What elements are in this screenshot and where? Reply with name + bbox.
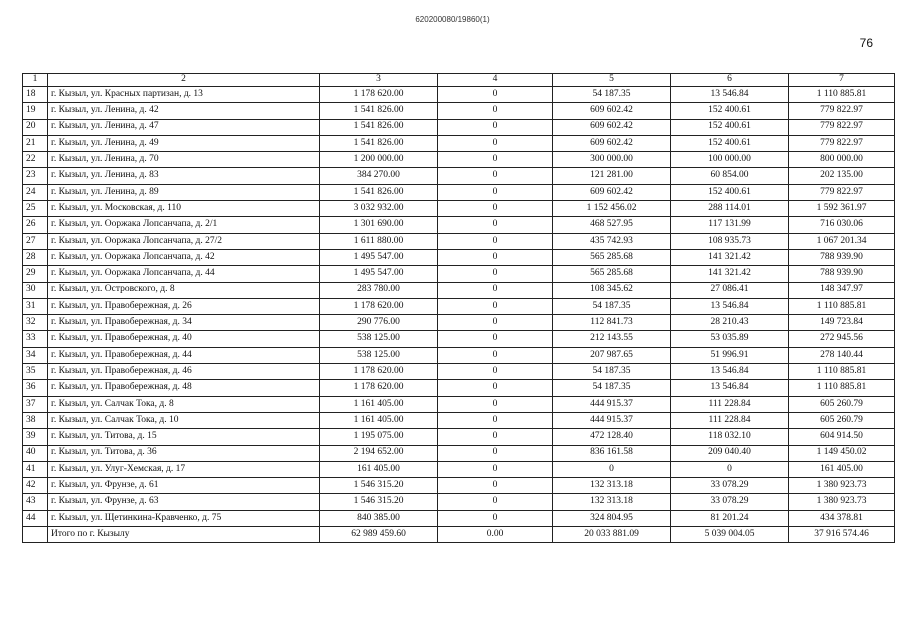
amount-cell: 609 602.42	[553, 184, 671, 200]
amount-cell: 604 914.50	[789, 429, 895, 445]
total-row	[23, 527, 895, 543]
amount-cell: 141 321.42	[671, 266, 789, 282]
total-amount-cell: 62 989 459.60	[320, 527, 438, 543]
row-number-cell: 32	[23, 315, 48, 331]
amount-cell: 3 032 932.00	[320, 201, 438, 217]
table-row	[23, 494, 895, 510]
row-number-cell: 23	[23, 168, 48, 184]
address-cell: г. Кызыл, ул. Титова, д. 36	[48, 445, 320, 461]
amount-cell: 100 000.00	[671, 152, 789, 168]
amount-cell: 54 187.35	[553, 380, 671, 396]
address-cell: г. Кызыл, ул. Правобережная, д. 34	[48, 315, 320, 331]
amount-cell: 0	[438, 461, 553, 477]
amount-cell: 1 161 405.00	[320, 412, 438, 428]
table-row	[23, 184, 895, 200]
address-cell: г. Кызыл, ул. Улуг-Хемская, д. 17	[48, 461, 320, 477]
amount-cell: 13 546.84	[671, 364, 789, 380]
table-row	[23, 135, 895, 151]
amount-cell: 0	[438, 233, 553, 249]
total-amount-cell: 37 916 574.46	[789, 527, 895, 543]
amount-cell: 149 723.84	[789, 315, 895, 331]
address-cell: г. Кызыл, ул. Ооржака Лопсанчапа, д. 42	[48, 249, 320, 265]
amount-cell: 0	[438, 429, 553, 445]
amount-cell: 81 201.24	[671, 510, 789, 526]
amount-cell: 1 178 620.00	[320, 298, 438, 314]
address-cell: г. Кызыл, ул. Салчак Тока, д. 8	[48, 396, 320, 412]
amount-cell: 288 114.01	[671, 201, 789, 217]
table-row	[23, 396, 895, 412]
address-cell: г. Кызыл, ул. Щетинкина-Кравченко, д. 75	[48, 510, 320, 526]
address-cell: г. Кызыл, ул. Ленина, д. 42	[48, 103, 320, 119]
amount-cell: 13 546.84	[671, 380, 789, 396]
amount-cell: 152 400.61	[671, 103, 789, 119]
table-row	[23, 282, 895, 298]
amount-cell: 1 110 885.81	[789, 380, 895, 396]
column-header: 5	[553, 74, 671, 87]
amount-cell: 0	[553, 461, 671, 477]
amount-cell: 1 195 075.00	[320, 429, 438, 445]
amount-cell: 0	[438, 168, 553, 184]
column-header: 2	[48, 74, 320, 87]
row-number-cell: 29	[23, 266, 48, 282]
amount-cell: 384 270.00	[320, 168, 438, 184]
amount-cell: 28 210.43	[671, 315, 789, 331]
row-number-cell: 22	[23, 152, 48, 168]
address-cell: г. Кызыл, ул. Правобережная, д. 48	[48, 380, 320, 396]
table-row	[23, 364, 895, 380]
amount-cell: 0	[438, 298, 553, 314]
amount-cell: 1 546 315.20	[320, 494, 438, 510]
amount-cell: 0	[438, 135, 553, 151]
table-row	[23, 298, 895, 314]
amount-cell: 716 030.06	[789, 217, 895, 233]
amount-cell: 290 776.00	[320, 315, 438, 331]
amount-cell: 54 187.35	[553, 87, 671, 103]
document-header-code: 620200080/19860(1)	[415, 15, 490, 24]
amount-cell: 779 822.97	[789, 119, 895, 135]
address-cell: г. Кызыл, ул. Правобережная, д. 44	[48, 347, 320, 363]
amount-cell: 283 780.00	[320, 282, 438, 298]
table-row	[23, 87, 895, 103]
amount-cell: 434 378.81	[789, 510, 895, 526]
amount-cell: 1 541 826.00	[320, 184, 438, 200]
amount-cell: 468 527.95	[553, 217, 671, 233]
amount-cell: 108 345.62	[553, 282, 671, 298]
address-cell: г. Кызыл, ул. Ленина, д. 70	[48, 152, 320, 168]
amount-cell: 0	[438, 152, 553, 168]
amount-cell: 1 495 547.00	[320, 249, 438, 265]
amount-cell: 209 040.40	[671, 445, 789, 461]
amount-cell: 538 125.00	[320, 347, 438, 363]
amount-cell: 0	[438, 184, 553, 200]
amount-cell: 53 035.89	[671, 331, 789, 347]
table-row	[23, 315, 895, 331]
table-row	[23, 201, 895, 217]
amount-cell: 1 178 620.00	[320, 87, 438, 103]
amount-cell: 1 380 923.73	[789, 494, 895, 510]
column-header: 6	[671, 74, 789, 87]
total-amount-cell: 20 033 881.09	[553, 527, 671, 543]
column-header: 3	[320, 74, 438, 87]
amount-cell: 112 841.73	[553, 315, 671, 331]
amount-cell: 1 541 826.00	[320, 119, 438, 135]
row-number-cell: 31	[23, 298, 48, 314]
amount-cell: 0	[438, 494, 553, 510]
amount-cell: 60 854.00	[671, 168, 789, 184]
amount-cell: 148 347.97	[789, 282, 895, 298]
row-number-cell: 42	[23, 478, 48, 494]
row-number-cell: 37	[23, 396, 48, 412]
table-row	[23, 347, 895, 363]
table-row	[23, 445, 895, 461]
amount-cell: 1 380 923.73	[789, 478, 895, 494]
row-number-cell: 19	[23, 103, 48, 119]
amount-cell: 538 125.00	[320, 331, 438, 347]
amount-cell: 161 405.00	[789, 461, 895, 477]
amount-cell: 1 161 405.00	[320, 396, 438, 412]
amount-cell: 0	[438, 396, 553, 412]
amount-cell: 1 541 826.00	[320, 135, 438, 151]
amount-cell: 0	[438, 331, 553, 347]
row-number-cell: 35	[23, 364, 48, 380]
table-row	[23, 266, 895, 282]
row-number-cell: 30	[23, 282, 48, 298]
amount-cell: 152 400.61	[671, 119, 789, 135]
amount-cell: 0	[438, 347, 553, 363]
amount-cell: 118 032.10	[671, 429, 789, 445]
table-row	[23, 217, 895, 233]
total-label: Итого по г. Кызылу	[48, 527, 320, 543]
row-number-cell: 44	[23, 510, 48, 526]
address-cell: г. Кызыл, ул. Ленина, д. 47	[48, 119, 320, 135]
amount-cell: 840 385.00	[320, 510, 438, 526]
amount-cell: 0	[438, 445, 553, 461]
amount-cell: 1 178 620.00	[320, 380, 438, 396]
address-cell: г. Кызыл, ул. Красных партизан, д. 13	[48, 87, 320, 103]
amount-cell: 0	[438, 510, 553, 526]
amount-cell: 121 281.00	[553, 168, 671, 184]
table-row	[23, 119, 895, 135]
table-row	[23, 103, 895, 119]
amount-cell: 836 161.58	[553, 445, 671, 461]
amount-cell: 435 742.93	[553, 233, 671, 249]
row-number-cell: 28	[23, 249, 48, 265]
amount-cell: 0	[438, 478, 553, 494]
amount-cell: 0	[438, 364, 553, 380]
address-cell: г. Кызыл, ул. Ооржака Лопсанчапа, д. 27/2	[48, 233, 320, 249]
amount-cell: 609 602.42	[553, 135, 671, 151]
table-row	[23, 461, 895, 477]
amount-cell: 161 405.00	[320, 461, 438, 477]
amount-cell: 444 915.37	[553, 396, 671, 412]
address-cell: г. Кызыл, ул. Ленина, д. 83	[48, 168, 320, 184]
amount-cell: 472 128.40	[553, 429, 671, 445]
amount-cell: 1 178 620.00	[320, 364, 438, 380]
table-row	[23, 152, 895, 168]
row-number-cell: 38	[23, 412, 48, 428]
column-header: 1	[23, 74, 48, 87]
row-number-cell: 33	[23, 331, 48, 347]
address-cell: г. Кызыл, ул. Московская, д. 110	[48, 201, 320, 217]
amount-cell: 0	[438, 103, 553, 119]
table-row	[23, 233, 895, 249]
amount-cell: 2 194 652.00	[320, 445, 438, 461]
amount-cell: 1 067 201.34	[789, 233, 895, 249]
row-number-cell: 41	[23, 461, 48, 477]
total-amount-cell: 5 039 004.05	[671, 527, 789, 543]
amount-cell: 1 546 315.20	[320, 478, 438, 494]
row-number-cell: 20	[23, 119, 48, 135]
amount-cell: 0	[438, 282, 553, 298]
amount-cell: 565 285.68	[553, 249, 671, 265]
address-cell: г. Кызыл, ул. Островского, д. 8	[48, 282, 320, 298]
row-number-cell: 25	[23, 201, 48, 217]
amount-cell: 1 110 885.81	[789, 364, 895, 380]
row-number-cell: 24	[23, 184, 48, 200]
table-row	[23, 249, 895, 265]
amount-cell: 1 611 880.00	[320, 233, 438, 249]
amount-cell: 0	[438, 87, 553, 103]
column-header: 4	[438, 74, 553, 87]
amount-cell: 33 078.29	[671, 494, 789, 510]
row-number-cell: 39	[23, 429, 48, 445]
amount-cell: 152 400.61	[671, 135, 789, 151]
amount-cell: 0	[438, 412, 553, 428]
address-cell: г. Кызыл, ул. Правобережная, д. 40	[48, 331, 320, 347]
table-row	[23, 478, 895, 494]
amount-cell: 0	[438, 217, 553, 233]
table-row	[23, 412, 895, 428]
address-cell: г. Кызыл, ул. Фрунзе, д. 63	[48, 494, 320, 510]
amount-cell: 272 945.56	[789, 331, 895, 347]
amount-cell: 132 313.18	[553, 478, 671, 494]
amount-cell: 132 313.18	[553, 494, 671, 510]
address-cell: г. Кызыл, ул. Ооржака Лопсанчапа, д. 44	[48, 266, 320, 282]
table-body	[23, 74, 895, 543]
table-header-row	[23, 74, 895, 87]
amount-cell: 0	[671, 461, 789, 477]
amount-cell: 1 541 826.00	[320, 103, 438, 119]
amount-cell: 324 804.95	[553, 510, 671, 526]
amount-cell: 788 939.90	[789, 249, 895, 265]
address-cell: г. Кызыл, ул. Титова, д. 15	[48, 429, 320, 445]
row-number-cell: 34	[23, 347, 48, 363]
row-number-cell: 40	[23, 445, 48, 461]
amount-cell: 212 143.55	[553, 331, 671, 347]
table-row	[23, 331, 895, 347]
amount-cell: 605 260.79	[789, 396, 895, 412]
amount-cell: 300 000.00	[553, 152, 671, 168]
amount-cell: 207 987.65	[553, 347, 671, 363]
data-table	[22, 73, 895, 543]
row-number-cell: 18	[23, 87, 48, 103]
amount-cell: 800 000.00	[789, 152, 895, 168]
amount-cell: 1 152 456.02	[553, 201, 671, 217]
amount-cell: 609 602.42	[553, 103, 671, 119]
amount-cell: 779 822.97	[789, 103, 895, 119]
amount-cell: 1 149 450.02	[789, 445, 895, 461]
table-row	[23, 380, 895, 396]
amount-cell: 1 495 547.00	[320, 266, 438, 282]
amount-cell: 779 822.97	[789, 135, 895, 151]
amount-cell: 779 822.97	[789, 184, 895, 200]
amount-cell: 278 140.44	[789, 347, 895, 363]
amount-cell: 1 110 885.81	[789, 298, 895, 314]
column-header: 7	[789, 74, 895, 87]
amount-cell: 108 935.73	[671, 233, 789, 249]
address-cell: г. Кызыл, ул. Салчак Тока, д. 10	[48, 412, 320, 428]
amount-cell: 111 228.84	[671, 396, 789, 412]
amount-cell: 788 939.90	[789, 266, 895, 282]
row-number-cell: 27	[23, 233, 48, 249]
amount-cell: 54 187.35	[553, 364, 671, 380]
amount-cell: 0	[438, 266, 553, 282]
amount-cell: 33 078.29	[671, 478, 789, 494]
total-empty-cell	[23, 527, 48, 543]
amount-cell: 202 135.00	[789, 168, 895, 184]
amount-cell: 1 592 361.97	[789, 201, 895, 217]
page-number: 76	[859, 36, 873, 50]
table-row	[23, 168, 895, 184]
amount-cell: 0	[438, 315, 553, 331]
address-cell: г. Кызыл, ул. Ооржака Лопсанчапа, д. 2/1	[48, 217, 320, 233]
amount-cell: 605 260.79	[789, 412, 895, 428]
address-cell: г. Кызыл, ул. Ленина, д. 89	[48, 184, 320, 200]
address-cell: г. Кызыл, ул. Правобережная, д. 46	[48, 364, 320, 380]
address-cell: г. Кызыл, ул. Правобережная, д. 26	[48, 298, 320, 314]
amount-cell: 54 187.35	[553, 298, 671, 314]
amount-cell: 1 110 885.81	[789, 87, 895, 103]
amount-cell: 444 915.37	[553, 412, 671, 428]
amount-cell: 117 131.99	[671, 217, 789, 233]
amount-cell: 1 301 690.00	[320, 217, 438, 233]
amount-cell: 1 200 000.00	[320, 152, 438, 168]
amount-cell: 0	[438, 380, 553, 396]
amount-cell: 51 996.91	[671, 347, 789, 363]
row-number-cell: 26	[23, 217, 48, 233]
row-number-cell: 36	[23, 380, 48, 396]
row-number-cell: 43	[23, 494, 48, 510]
address-cell: г. Кызыл, ул. Фрунзе, д. 61	[48, 478, 320, 494]
table-row	[23, 429, 895, 445]
amount-cell: 0	[438, 119, 553, 135]
amount-cell: 13 546.84	[671, 87, 789, 103]
amount-cell: 141 321.42	[671, 249, 789, 265]
address-cell: г. Кызыл, ул. Ленина, д. 49	[48, 135, 320, 151]
amount-cell: 111 228.84	[671, 412, 789, 428]
amount-cell: 565 285.68	[553, 266, 671, 282]
amount-cell: 609 602.42	[553, 119, 671, 135]
amount-cell: 13 546.84	[671, 298, 789, 314]
table-row	[23, 510, 895, 526]
amount-cell: 0	[438, 249, 553, 265]
row-number-cell: 21	[23, 135, 48, 151]
total-amount-cell: 0.00	[438, 527, 553, 543]
amount-cell: 0	[438, 201, 553, 217]
amount-cell: 27 086.41	[671, 282, 789, 298]
amount-cell: 152 400.61	[671, 184, 789, 200]
